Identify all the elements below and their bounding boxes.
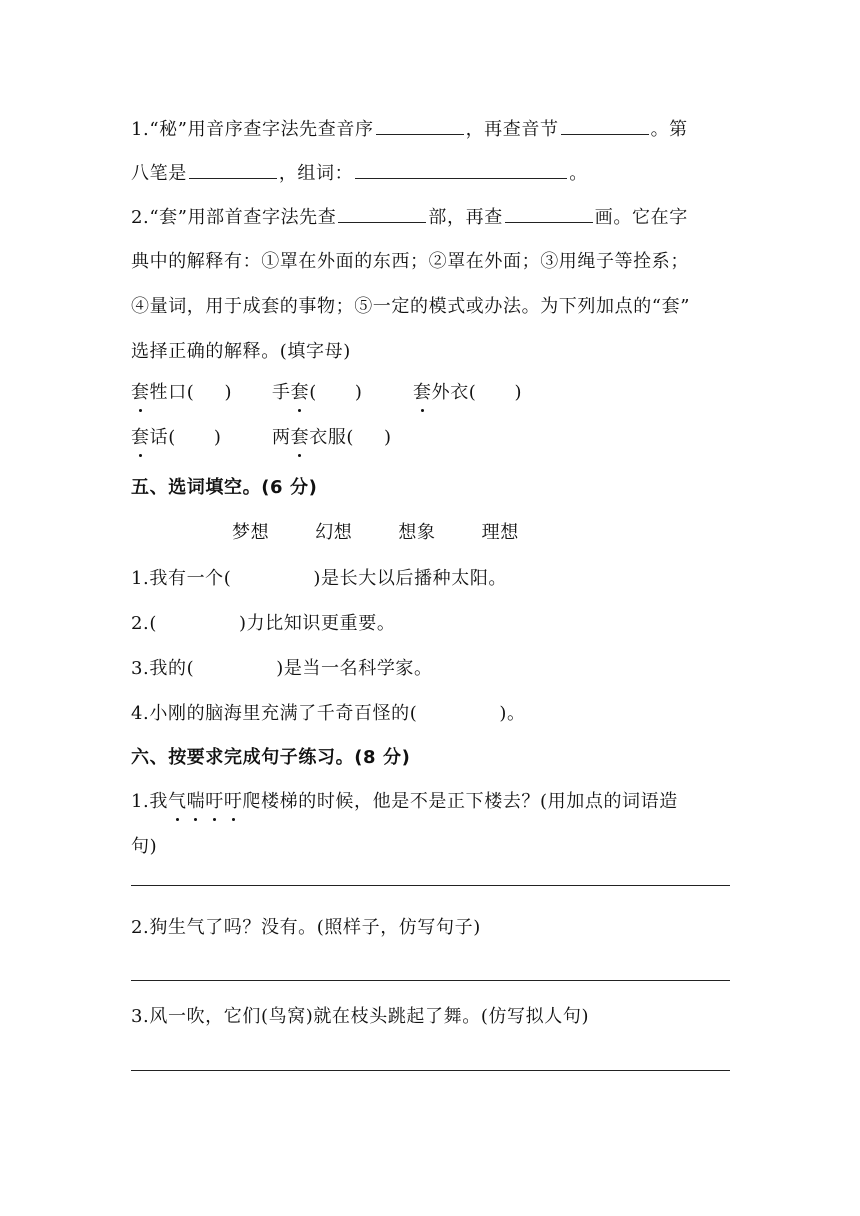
dotted-char: 气 [167, 791, 187, 812]
q2-item-2 [272, 381, 362, 405]
q1-text-c: 。第 [650, 119, 688, 140]
s6-q1-text-a: 1.我 [131, 791, 168, 812]
s5-q1-text-a: 1.我有一个( [131, 568, 232, 589]
dotted-char: 套 [290, 382, 310, 403]
answer-blank[interactable] [376, 117, 464, 135]
word-bank [232, 521, 565, 545]
item-text: 话( [149, 427, 176, 448]
answer-blank[interactable] [505, 205, 593, 223]
section5-heading: 五、选词填空。(6 分) [131, 477, 318, 498]
s5-q1-text-b: )是长大以后播种太阳。 [313, 568, 508, 589]
q2-item-4 [131, 426, 221, 450]
dotted-char: 吁 [223, 791, 243, 812]
s5-q4-text-b: )。 [499, 703, 526, 724]
dotted-char: 套 [413, 382, 432, 403]
s5-q4 [131, 702, 526, 726]
s6-q1-line-1 [131, 790, 678, 814]
item-text: ( [309, 382, 317, 403]
item-text: 衣服( [309, 427, 355, 448]
q2-item-1 [131, 381, 232, 405]
q2-text-c: 画。它在字 [594, 207, 688, 228]
q1-text-a: 1.“秘”用音序查字法先查音序 [131, 119, 374, 140]
answer-blank[interactable] [561, 117, 649, 135]
q2-line-3: ④量词，用于成套的事物；⑤一定的模式或办法。为下列加点的“套” [131, 296, 691, 317]
s5-q3-text-b: )是当一名科学家。 [276, 658, 433, 679]
item-prefix: 手 [272, 382, 291, 403]
q2-line-2: 典中的解释有：①罩在外面的东西；②罩在外面；③用绳子等拴系； [131, 251, 689, 272]
dotted-char: 套 [131, 427, 150, 448]
s5-q1 [131, 567, 507, 591]
q1-line-2 [131, 161, 588, 186]
close-paren: ) [224, 382, 233, 403]
s6-q3: 3.风一吹，它们(鸟窝)就在枝头跳起了舞。(仿写拟人句) [131, 1006, 590, 1027]
q1-text-d: 八笔是 [131, 163, 187, 184]
dotted-char: 喘 [186, 791, 206, 812]
answer-blank[interactable] [189, 161, 277, 179]
s5-q4-text-a: 4.小刚的脑海里充满了千奇百怪的( [131, 703, 418, 724]
s5-q3-text-a: 3.我的( [131, 658, 195, 679]
answer-line[interactable] [131, 1070, 730, 1071]
s5-q2 [131, 612, 395, 636]
answer-line[interactable] [131, 885, 730, 886]
q1-text-e: ，组词： [278, 163, 354, 184]
s6-q2: 2.狗生气了吗？没有。(照样子，仿写句子) [131, 917, 481, 938]
close-paren: ) [354, 382, 363, 403]
dotted-char: 套 [290, 427, 310, 448]
s5-q3 [131, 657, 433, 681]
answer-blank[interactable] [355, 161, 567, 179]
item-prefix: 两 [272, 427, 291, 448]
q1-text-b: ，再查音节 [465, 119, 559, 140]
word-option: 想象 [398, 522, 436, 543]
s6-q1-text-b: 爬楼梯的时候，他是不是正下楼去？(用加点的词语造 [242, 791, 678, 812]
q2-text-b: 部，再查 [428, 207, 503, 228]
s5-q2-text-a: 2.( [131, 613, 157, 634]
item-text: 牲口( [149, 382, 195, 403]
q2-line-1 [131, 205, 688, 230]
q1-text-f: 。 [569, 163, 588, 184]
dotted-char: 套 [131, 382, 150, 403]
word-option: 幻想 [315, 522, 353, 543]
q1-line-1 [131, 117, 688, 142]
dotted-char: 吁 [205, 791, 224, 812]
s6-q1-line-2: 句) [131, 836, 158, 857]
q2-item-3 [413, 381, 522, 405]
q2-line-4: 选择正确的解释。(填字母) [131, 341, 351, 362]
q2-item-5 [272, 426, 392, 450]
word-option: 梦想 [232, 522, 270, 543]
s5-q2-text-b: )力比知识更重要。 [239, 613, 396, 634]
section6-heading: 六、按要求完成句子练习。(8 分) [131, 747, 411, 768]
close-paren: ) [384, 427, 392, 448]
q2-text-a: 2.“套”用部首查字法先查 [131, 207, 337, 228]
close-paren: ) [514, 382, 523, 403]
close-paren: ) [213, 427, 222, 448]
answer-line[interactable] [131, 980, 730, 981]
answer-blank[interactable] [338, 205, 426, 223]
item-text: 外衣( [431, 382, 477, 403]
word-option: 理想 [481, 522, 519, 543]
